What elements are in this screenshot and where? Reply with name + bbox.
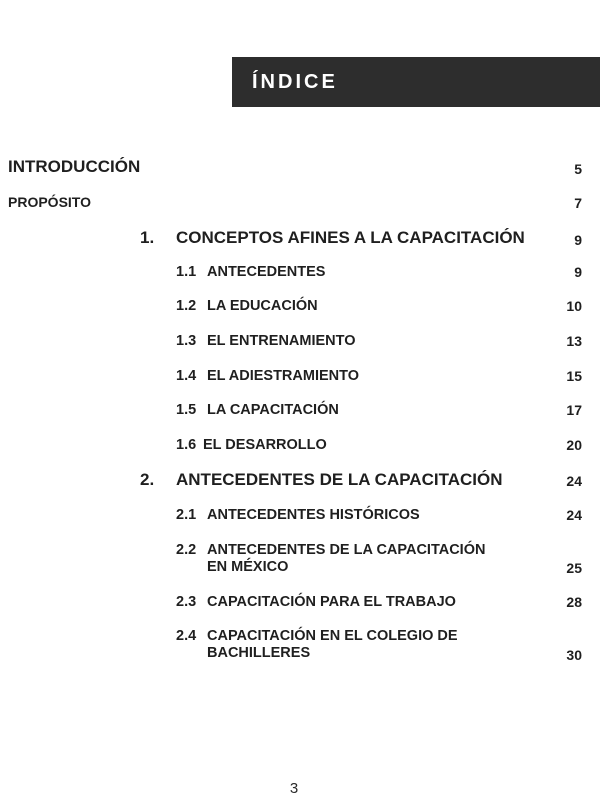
- toc-entry-label: [176, 264, 325, 281]
- toc-entry-section-1-1[interactable]: [176, 264, 582, 282]
- toc-entry-page: 10: [566, 298, 582, 314]
- toc-entry-proposito[interactable]: [8, 194, 582, 214]
- toc-entry-label: [8, 158, 140, 175]
- toc-entry-page: 24: [566, 507, 582, 523]
- toc-entry-title: LA CAPACITACIÓN: [207, 402, 339, 418]
- toc-entry-title: EL DESARROLLO: [203, 437, 327, 453]
- toc-entry-page: 7: [574, 195, 582, 211]
- toc-entry-number: 1.3: [176, 333, 197, 349]
- toc-entry-page: 24: [566, 473, 582, 489]
- toc-entry-section-2-2[interactable]: [176, 542, 582, 578]
- toc-entry-page: 30: [566, 647, 582, 663]
- toc-entry-title-line2: BACHILLERES: [207, 645, 311, 661]
- toc-entry-section-1-6[interactable]: [176, 437, 582, 455]
- toc-entry-label: [176, 542, 485, 576]
- toc-entry-page: 25: [566, 560, 582, 576]
- toc-entry-chapter-1[interactable]: [140, 229, 582, 249]
- toc-entry-label: [140, 471, 502, 488]
- toc-entry-page: 28: [566, 594, 582, 610]
- index-title: ÍNDICE: [252, 70, 338, 93]
- toc-entry-title: ANTECEDENTES HISTÓRICOS: [207, 507, 420, 523]
- toc-entry-title-line2: EN MÉXICO: [207, 559, 289, 575]
- toc-entry-page: 20: [566, 437, 582, 453]
- toc-entry-title: CONCEPTOS AFINES A LA CAPACITACIÓN: [176, 228, 525, 247]
- toc-entry-section-1-2[interactable]: [176, 298, 582, 316]
- toc-entry-title: EL ENTRENAMIENTO: [207, 333, 356, 349]
- toc-entry-title: LA EDUCACIÓN: [207, 298, 318, 314]
- toc-entry-page: 17: [566, 402, 582, 418]
- toc-entry-label: [176, 333, 356, 350]
- toc-entry-number: 1.6: [176, 437, 197, 453]
- toc-entry-title: ANTECEDENTES DE LA CAPACITACIÓN: [176, 470, 503, 489]
- toc-entry-label: [8, 194, 91, 211]
- toc-entry-title: CAPACITACIÓN PARA EL TRABAJO: [207, 594, 456, 610]
- toc-entry-number: 1.1: [176, 264, 197, 280]
- toc-entry-section-2-3[interactable]: [176, 594, 582, 612]
- toc-entry-label: [176, 298, 318, 315]
- toc-entry-section-1-3[interactable]: [176, 333, 582, 351]
- toc-entry-page: 15: [566, 368, 582, 384]
- toc-entry-page: 5: [574, 161, 582, 177]
- toc-entry-section-1-4[interactable]: [176, 368, 582, 386]
- toc-entry-title: PROPÓSITO: [8, 194, 91, 210]
- toc-entry-label: [176, 437, 327, 454]
- toc-entry-title: INTRODUCCIÓN: [8, 157, 141, 176]
- toc-entry-title: ANTECEDENTES: [207, 264, 326, 280]
- toc-entry-chapter-2[interactable]: [140, 471, 582, 491]
- toc-entry-introduccion[interactable]: [8, 158, 582, 178]
- toc-entry-number: 2.2: [176, 542, 197, 558]
- index-title-banner: [232, 57, 600, 107]
- toc-entry-section-1-5[interactable]: [176, 402, 582, 420]
- toc-entry-page: 13: [566, 333, 582, 349]
- toc-entry-label: [176, 368, 359, 385]
- toc-entry-label: [176, 594, 456, 611]
- toc-entry-title: CAPACITACIÓN EN EL COLEGIO DE: [207, 628, 458, 644]
- toc-entry-section-2-4[interactable]: [176, 628, 582, 664]
- toc-entry-section-2-1[interactable]: [176, 507, 582, 525]
- toc-entry-number: 1.5: [176, 402, 197, 418]
- toc-entry-page: 9: [574, 264, 582, 280]
- toc-entry-number: 2.3: [176, 594, 197, 610]
- toc-entry-number: 2.4: [176, 628, 197, 644]
- toc-entry-page: 9: [574, 232, 582, 248]
- toc-entry-number: 1.4: [176, 368, 197, 384]
- toc-entry-number: 2.1: [176, 507, 197, 523]
- toc-entry-number: 1.: [140, 228, 155, 247]
- page-number: 3: [289, 780, 299, 797]
- toc-entry-label: [140, 229, 525, 246]
- toc-entry-title: EL ADIESTRAMIENTO: [207, 368, 359, 384]
- toc-entry-label: [176, 507, 420, 524]
- toc-entry-number: 1.2: [176, 298, 197, 314]
- toc-entry-label: [176, 402, 339, 419]
- toc-entry-label: [176, 628, 458, 662]
- toc-entry-title: ANTECEDENTES DE LA CAPACITACIÓN: [207, 542, 486, 558]
- toc-entry-number: 2.: [140, 470, 155, 489]
